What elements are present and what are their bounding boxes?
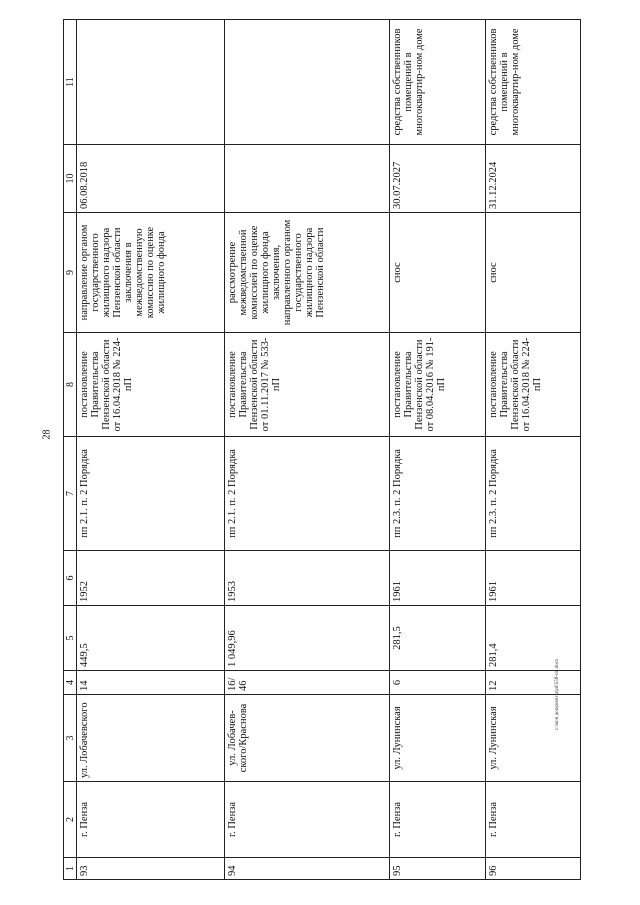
street-cell: ул. Лобачевского: [77, 695, 225, 782]
row-number-cell: 96: [485, 858, 580, 880]
column-header: 8: [64, 333, 77, 437]
source-cell: средства собственников помещений в многоквартир-ном доме: [390, 20, 485, 145]
row-number-cell: 94: [224, 858, 389, 880]
column-header: 9: [64, 213, 77, 333]
row-number-cell: 93: [77, 858, 225, 880]
deadline-cell: 30.07.2027: [390, 145, 485, 213]
act-cell: постановление Правительства Пензенской области от 16.04.2018 № 224-пП: [77, 333, 225, 437]
year-cell: 1961: [390, 551, 485, 606]
column-header: 5: [64, 606, 77, 671]
year-cell: 1952: [77, 551, 225, 606]
basis-cell: пп 2.1. п. 2 Порядка: [224, 437, 389, 551]
street-cell: ул. Лунинская: [390, 695, 485, 782]
area-cell: 281,4: [485, 606, 580, 671]
page-number: 28: [41, 429, 53, 440]
deadline-cell: 31.12.2024: [485, 145, 580, 213]
area-cell: 449,5: [77, 606, 225, 671]
table-row: [485, 20, 580, 880]
city-cell: г. Пенза: [485, 782, 580, 858]
measure-cell: направление органом государственного жилищного надзора Пензенской области заключения в межведомственную комиссию по оценке жилищного фонда: [77, 213, 225, 333]
street-cell: ул. Лобачев-ского/Краснова: [224, 695, 389, 782]
act-cell: постановление Правительства Пензенской области от 08.04.2016 № 191-пП: [390, 333, 485, 437]
column-header: 1: [64, 858, 77, 880]
act-cell: постановление Правительства Пензенской области от 16.04.2018 № 224-пП: [485, 333, 580, 437]
table-row: [224, 20, 389, 880]
column-header: 2: [64, 782, 77, 858]
column-number-row: [64, 20, 77, 880]
city-cell: г. Пенза: [77, 782, 225, 858]
housing-table: [63, 19, 581, 880]
deadline-cell: [224, 145, 389, 213]
basis-cell: пп 2.3. п. 2 Порядка: [390, 437, 485, 551]
area-cell: 281,5: [390, 606, 485, 671]
source-cell: средства собственников помещений в многоквартир-ном доме: [485, 20, 580, 145]
measure-cell: снос: [485, 213, 580, 333]
year-cell: 1953: [224, 551, 389, 606]
house-cell: 12: [485, 671, 580, 695]
city-cell: г. Пенза: [390, 782, 485, 858]
source-cell: [77, 20, 225, 145]
table-row: [390, 20, 485, 880]
area-cell: 1 049,96: [224, 606, 389, 671]
source-cell: [224, 20, 389, 145]
rotated-table-wrapper: [63, 20, 581, 880]
house-cell: 14: [77, 671, 225, 695]
footer-file-path: c:\мои документы\pd\558-пп.docx: [555, 658, 560, 730]
basis-cell: пп 2.3. п. 2 Порядка: [485, 437, 580, 551]
table-row: [77, 20, 225, 880]
street-cell: ул. Лунинская: [485, 695, 580, 782]
column-header: 7: [64, 437, 77, 551]
act-cell: постановление Правительства Пензенской области от 01.11.2017 № 533-пП: [224, 333, 389, 437]
row-number-cell: 95: [390, 858, 485, 880]
column-header: 10: [64, 145, 77, 213]
measure-cell: снос: [390, 213, 485, 333]
year-cell: 1961: [485, 551, 580, 606]
column-header: 3: [64, 695, 77, 782]
deadline-cell: 06.08.2018: [77, 145, 225, 213]
column-header: 11: [64, 20, 77, 145]
house-cell: 16/ 46: [224, 671, 389, 695]
basis-cell: пп 2.1. п. 2 Порядка: [77, 437, 225, 551]
column-header: 4: [64, 671, 77, 695]
city-cell: г. Пенза: [224, 782, 389, 858]
measure-cell: рассмотрение межведомственной комиссией по оценке жилищного фонда заключения, направленного органом государственного жилищного надзора Пензенской области: [224, 213, 389, 333]
column-header: 6: [64, 551, 77, 606]
house-cell: 6: [390, 671, 485, 695]
